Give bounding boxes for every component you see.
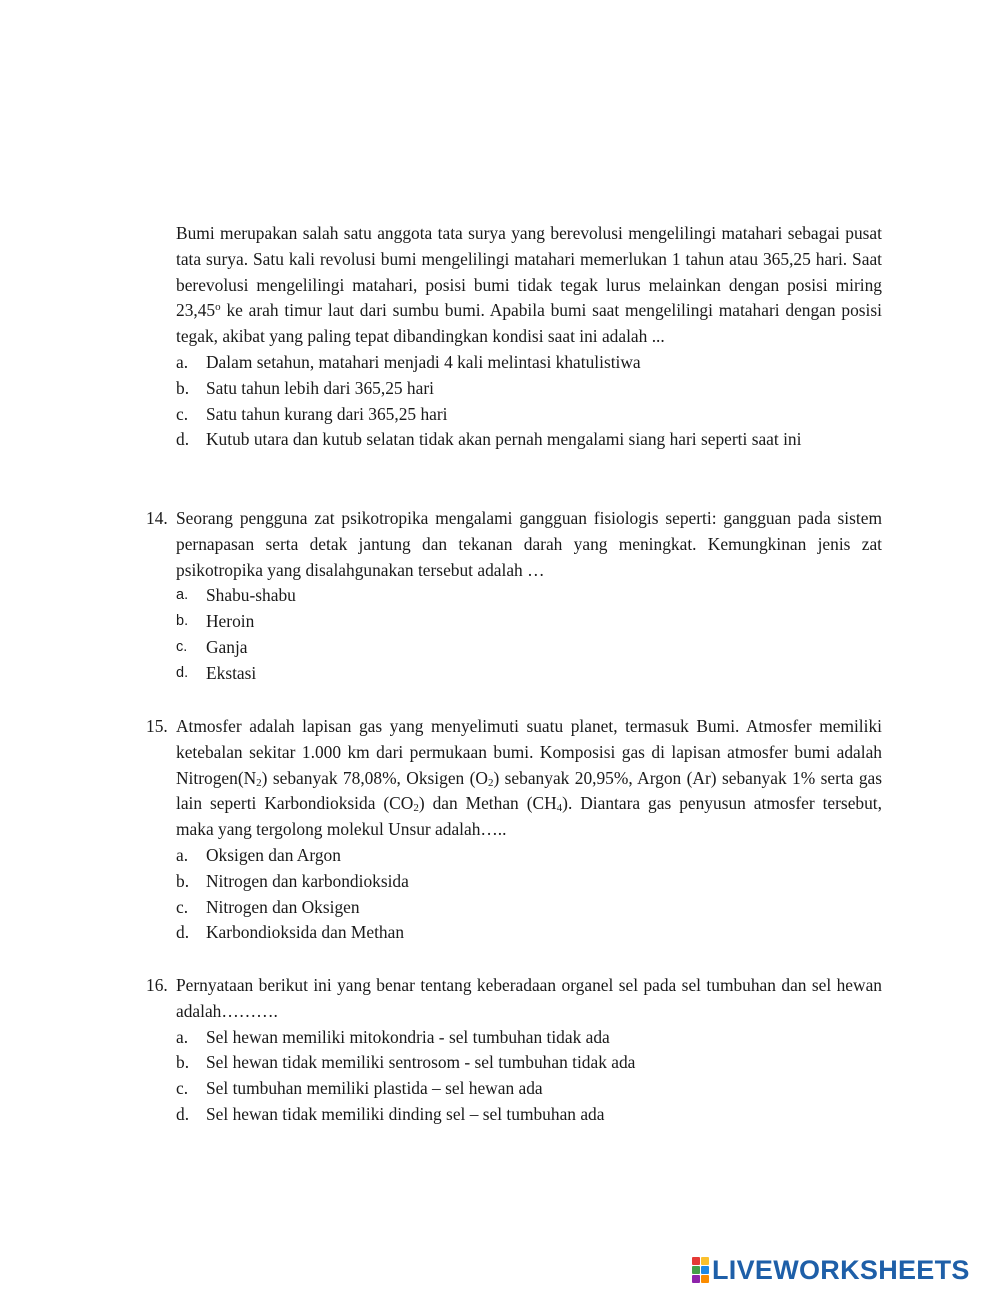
option-text: Sel hewan memiliki mitokondria - sel tumbuhan tidak ada (206, 1026, 610, 1047)
option-text: Sel tumbuhan memiliki plastida – sel hewan ada (206, 1078, 543, 1099)
question-number: 14. (146, 508, 168, 528)
option-letter: c. (176, 1078, 189, 1099)
option-letter: a. (176, 1026, 189, 1047)
option-text: Kutub utara dan kutub selatan tidak akan pernah mengalami siang hari seperti saat ini (206, 429, 802, 450)
option-a[interactable] (176, 583, 882, 609)
option-letter: a. (176, 844, 189, 865)
option-text: Nitrogen dan karbondioksida (206, 870, 409, 891)
logo-block-icon (701, 1266, 709, 1274)
option-c[interactable] (176, 1076, 882, 1102)
question-text: Seorang pengguna zat psikotropika mengalami gangguan fisiologis seperti: gangguan pada sistem pernapasan serta detak jantung dan tekanan darah yang meningkat. Kemungkinan jenis zat psikotropika yang disalahgunakan tersebut adalah … (176, 508, 882, 580)
logo-block-icon (692, 1257, 700, 1265)
question-13 (176, 221, 882, 453)
option-c[interactable] (176, 895, 882, 921)
logo-block-icon (701, 1275, 709, 1283)
question-15 (146, 714, 882, 946)
question-16 (146, 973, 882, 1128)
option-letter: c. (176, 638, 188, 655)
option-letter: d. (176, 429, 190, 450)
question-number: 15. (146, 716, 168, 736)
question-text: Atmosfer adalah lapisan gas yang menyelimuti suatu planet, termasuk Bumi. Atmosfer memiliki ketebalan sekitar 1.000 km dari permukaan bumi. Komposisi gas di lapisan atmosfer bumi adalah $Nitrogen(N_2)$ sebanyak 78,08%, Oksigen $(O_2)$ sebanyak 20,95%, Argon (Ar) sebanyak 1% serta gas lain seperti Karbondioksida $(CO_2)$ dan Methan $(CH_4)$. Diantara gas penyusun atmosfer tersebut, maka yang tergolong molekul Unsur adalah….. (176, 716, 882, 840)
option-a[interactable] (176, 1025, 882, 1051)
question-text: Pernyataan berikut ini yang benar tentang keberadaan organel sel pada sel tumbuhan dan sel hewan adalah………. (176, 975, 882, 1021)
option-text: Oksigen dan Argon (206, 844, 341, 865)
option-letter: b. (176, 613, 189, 630)
option-text: Shabu-shabu (206, 585, 296, 606)
option-b[interactable] (176, 1050, 882, 1076)
option-b[interactable] (176, 376, 882, 402)
option-d[interactable] (176, 920, 882, 946)
option-c[interactable] (176, 635, 882, 661)
option-letter: c. (176, 896, 189, 917)
option-a[interactable] (176, 350, 882, 376)
option-letter: a. (176, 587, 189, 604)
option-text: Ganja (206, 636, 248, 657)
option-d[interactable] (176, 661, 882, 687)
liveworksheets-logo (692, 1256, 970, 1284)
question-number: 16. (146, 975, 168, 995)
logo-text: LIVEWORKSHEETS (712, 1254, 970, 1285)
option-letter: d. (176, 664, 189, 681)
logo-block-icon (692, 1275, 700, 1283)
answer-options (176, 1025, 882, 1128)
option-text: Satu tahun lebih dari 365,25 hari (206, 377, 434, 398)
option-c[interactable] (176, 402, 882, 428)
answer-options (176, 350, 882, 453)
question-text: Bumi merupakan salah satu anggota tata surya yang berevolusi mengelilingi matahari sebagai pusat tata surya. Satu kali revolusi bumi mengelilingi matahari memerlukan 1 tahun atau 365,25 hari. Saat berevolusi mengelilingi matahari, posisi bumi tidak tegak lurus melainkan dengan posisi miring 23,45$^o$ ke arah timur laut dari sumbu bumi. Apabila bumi saat mengelilingi matahari dengan posisi tegak, akibat yang paling tepat dibandingkan kondisi saat ini adalah ... (176, 223, 882, 347)
option-text: Dalam setahun, matahari menjadi 4 kali melintasi khatulistiwa (206, 351, 641, 372)
answer-options (176, 583, 882, 686)
liveworksheets-icon (692, 1257, 708, 1283)
option-letter: d. (176, 1103, 190, 1124)
option-text: Sel hewan tidak memiliki sentrosom - sel tumbuhan tidak ada (206, 1052, 636, 1073)
option-letter: b. (176, 870, 190, 891)
question-14 (146, 506, 882, 687)
logo-block-icon (692, 1266, 700, 1274)
option-letter: b. (176, 1052, 190, 1073)
option-a[interactable] (176, 843, 882, 869)
option-text: Heroin (206, 611, 255, 632)
option-letter: c. (176, 403, 189, 424)
option-text: Ekstasi (206, 662, 257, 683)
option-text: Satu tahun kurang dari 365,25 hari (206, 403, 448, 424)
option-letter: a. (176, 351, 189, 372)
option-b[interactable] (176, 869, 882, 895)
option-letter: d. (176, 922, 190, 943)
option-b[interactable] (176, 609, 882, 635)
option-text: Karbondioksida dan Methan (206, 922, 405, 943)
option-d[interactable] (176, 427, 882, 453)
option-text: Nitrogen dan Oksigen (206, 896, 360, 917)
logo-block-icon (701, 1257, 709, 1265)
answer-options (176, 843, 882, 946)
option-d[interactable] (176, 1102, 882, 1128)
option-letter: b. (176, 377, 190, 398)
option-text: Sel hewan tidak memiliki dinding sel – sel tumbuhan ada (206, 1103, 605, 1124)
